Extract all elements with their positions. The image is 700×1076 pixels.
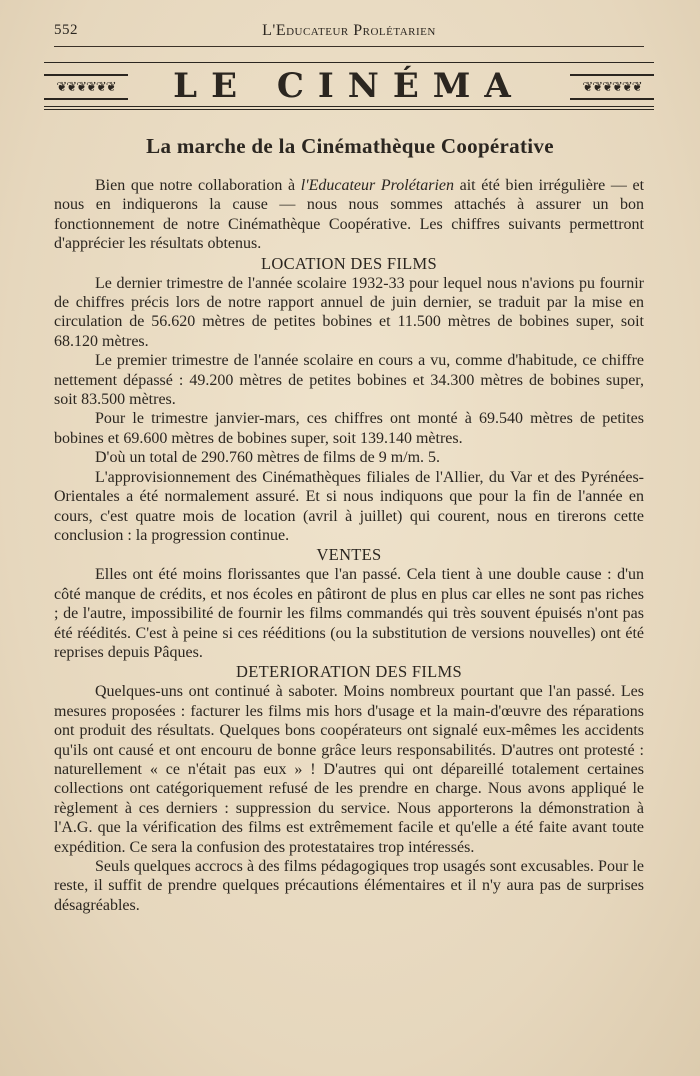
paragraph: L'approvisionnement des Cinémathèques filiales de l'Allier, du Var et des Pyrénées-Orientales a été normalement assuré. Et si nous indiquons que pour la fin de l'année en cours, c'est quatre mois de location (avril à juillet) qui courent, nous en tirerons cette conclusion : la progression continue. — [54, 468, 644, 544]
journal-title: L'Educateur Prolétarien — [262, 22, 436, 39]
paragraph: Le premier trimestre de l'année scolaire en cours a vu, comme d'habitude, ce chiffre nettement dépassé : 49.200 mètres de petites bobines et 34.300 mètres de bobines super, soit 83.500 mètres. — [54, 352, 644, 409]
section-title: LE CINÉMA — [173, 66, 525, 106]
paragraph: Quelques-uns ont continué à saboter. Moins nombreux pourtant que l'an passé. Les mesures proposées : facturer les films mis hors d'usage et la main-d'œuvre des réparations ont produit des résultats. Quelques bons coopérateurs ont signalé eux-mêmes les accidents qu'ils ont causé et ont encouru de bonne grâce leurs responsabilités. D'autres ont protesté : naturellement « ce n'était pas eux » ! D'autres qui ont dépareillé totalement certaines collections ont catégoriquement refusé de les prendre en charge. Nous avons appliqué le règlement à ces derniers : suppression du service. Nous apporterons la démonstration à l'A.G. que la vérification des films est extrêmement facile et qu'elle a été faite avant toute expédition. Ce sera la confusion des protestataires trop intéressés. — [54, 683, 644, 856]
banner-bottom-rule — [44, 106, 654, 107]
journal-name-italic: l'Educateur Prolétarien — [300, 177, 455, 194]
heading-deterioration: DETERIORATION DES FILMS — [236, 662, 462, 682]
running-head — [54, 22, 644, 44]
paragraph: Seuls quelques accrocs à des films pédagogiques trop usagés sont excusables. Pour le reste, il suffit de prendre quelques précautions élémentaires et il n'y aura pas de surprises désagréables. — [54, 858, 644, 914]
paragraph: Le dernier trimestre de l'année scolaire 1932-33 pour lequel nous n'avions pu fournir de chiffres précis lors de notre rapport annuel de juin dernier, se traduit par la mise en circulation de 56.620 mètres de petites bobines et 11.500 mètres de bobines super, soit 68.120 mètres. — [54, 274, 644, 350]
heading-location: LOCATION DES FILMS — [261, 253, 437, 273]
heading-ventes: VENTES — [316, 545, 382, 565]
banner-top-rule — [44, 62, 654, 63]
intro-paragraph: Bien que notre collaboration à l'Educateur Prolétarien ait été bien irrégulière — et nous en indiquerons la cause — nous nous sommes attachés à assurer un bon fonctionnement de notre Cinémathèque Coopérative. Les chiffres suivants permettront d'apprécier les résultats obtenus. — [54, 177, 645, 253]
banner-bottom-rule-2 — [44, 109, 654, 110]
article-body — [54, 176, 644, 915]
page-number: 552 — [54, 22, 78, 38]
header-rule — [54, 46, 644, 47]
paragraph: Elles ont été moins florissantes que l'an passé. Cela tient à une double cause : d'un côté manque de crédits, et nos écoles en pâtiront de plus en plus car elles ne sont pas riches ; de l'autre, impossibilité de fournir les films commandés qui très souvent épuisés n'ont pas été réédités. C'est à peine si ces rééditions (ou la substitution de versions nouvelles) ont été reprises depuis Pâques. — [54, 566, 644, 661]
right-ornament: ❦❦❦❦❦❦ — [570, 74, 654, 100]
paragraph: D'où un total de 290.760 mètres de films de 9 m/m. 5. — [95, 449, 441, 467]
section-banner — [44, 66, 654, 106]
left-ornament: ❦❦❦❦❦❦ — [44, 74, 128, 100]
article-title: La marche de la Cinémathèque Coopérative — [146, 134, 554, 158]
paragraph: Pour le trimestre janvier-mars, ces chiffres ont monté à 69.540 mètres de petites bobines et 69.600 mètres de bobines super, soit 139.140 mètres. — [54, 410, 644, 447]
